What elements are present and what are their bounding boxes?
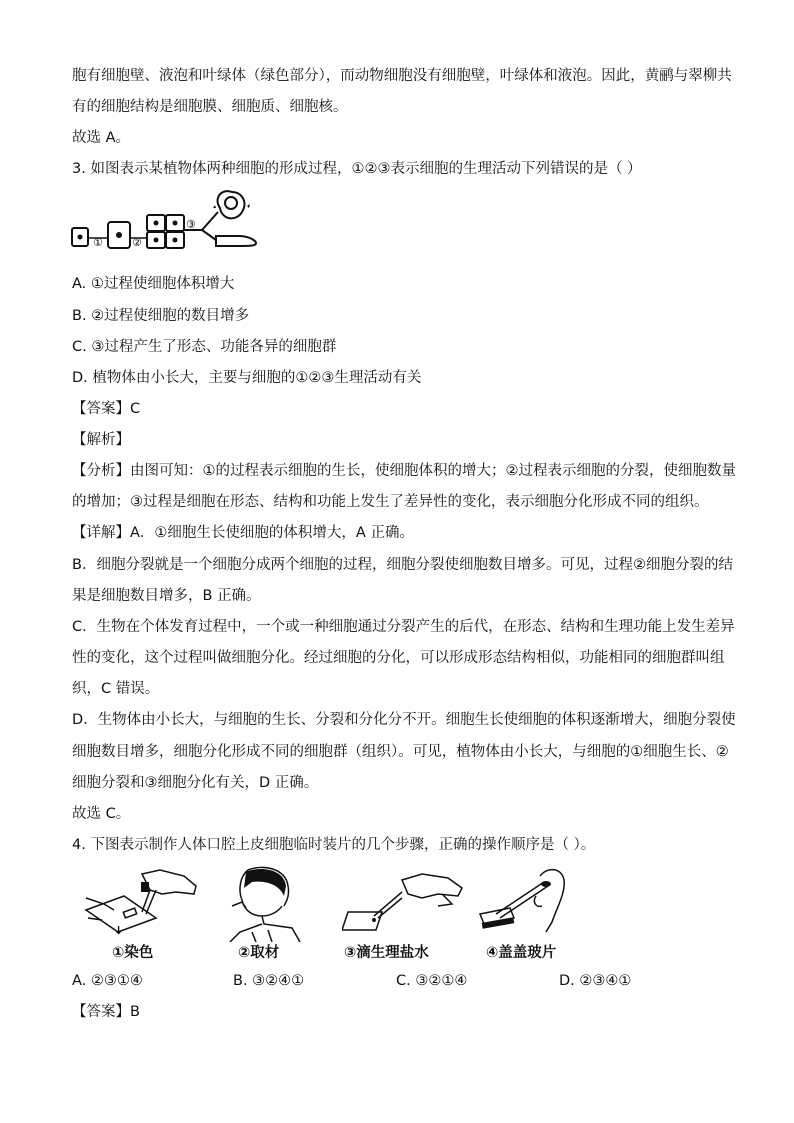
step2-caption: ②取材 bbox=[238, 945, 280, 961]
answer-label: 【答案】C bbox=[72, 401, 141, 417]
option-a: A. ①过程使细胞体积增大 bbox=[72, 276, 235, 292]
step-label: ① bbox=[93, 236, 103, 249]
text-line: 果是细胞数目增多，B 正确。 bbox=[72, 588, 261, 604]
step3-saline-figure bbox=[342, 870, 464, 936]
option-d: D. 植物体由小长大，主要与细胞的①②③生理活动有关 bbox=[72, 370, 422, 386]
option-c: C. ③②①④ bbox=[396, 973, 468, 989]
analysis-label: 【解析】 bbox=[72, 432, 130, 448]
text-line: 胞有细胞壁、液泡和叶绿体（绿色部分），而动物细胞没有细胞壁，叶绿体和液泡。因此，黄鹂与翠柳共 bbox=[72, 68, 732, 84]
answer-label: 【答案】B bbox=[72, 1004, 140, 1020]
cell-formation-figure bbox=[70, 190, 270, 252]
option-a: A. ②③①④ bbox=[72, 973, 143, 989]
text-line: 故选 A。 bbox=[72, 130, 131, 146]
step-label: ② bbox=[132, 236, 142, 249]
option-b: B. ③②④① bbox=[233, 973, 305, 989]
step4-caption: ④盖盖玻片 bbox=[486, 945, 557, 961]
text-line: 的增加；③过程是细胞在形态、结构和功能上发生了差异性的变化，表示细胞分化形成不同的组织。 bbox=[72, 494, 709, 510]
text-line: B．细胞分裂就是一个细胞分成两个细胞的过程，细胞分裂使细胞数目增多。可见，过程②细胞分裂的结 bbox=[72, 557, 733, 573]
step2-sampling-figure bbox=[222, 866, 304, 942]
text-line: 织，C 错误。 bbox=[72, 681, 160, 697]
svg-text:↓: ↓ bbox=[114, 924, 124, 937]
step4-coverslip-figure bbox=[476, 866, 572, 934]
text-line: D．生物体由小长大，与细胞的生长、分裂和分化分不开。细胞生长使细胞的体积逐渐增大，细胞分裂使 bbox=[72, 712, 736, 728]
text-line: C．生物在个体发育过程中，一个或一种细胞通过分裂产生的后代，在形态、结构和生理功能上发生差异 bbox=[72, 619, 735, 635]
text-line: 【详解】A．①细胞生长使细胞的体积增大，A 正确。 bbox=[72, 525, 414, 541]
step-label: ③ bbox=[186, 218, 196, 231]
step1-staining-figure bbox=[84, 868, 202, 938]
step1-caption: ①染色 bbox=[112, 945, 154, 961]
option-c: C. ③过程产生了形态、功能各异的细胞群 bbox=[72, 339, 337, 355]
text-line: 性的变化，这个过程叫做细胞分化。经过细胞的分化，可以形成形态结构相似，功能相同的细胞群叫组 bbox=[72, 650, 725, 666]
text-line: 故选 C。 bbox=[72, 806, 131, 822]
option-d: D. ②③④① bbox=[559, 973, 632, 989]
text-line: 细胞分裂和③细胞分化有关，D 正确。 bbox=[72, 775, 319, 791]
option-b: B. ②过程使细胞的数目增多 bbox=[72, 308, 250, 324]
text-line: 有的细胞结构是细胞膜、细胞质、细胞核。 bbox=[72, 99, 348, 115]
text-line: 细胞数目增多，细胞分化形成不同的细胞群（组织）。可见，植物体由小长大，与细胞的①细胞生长、② bbox=[72, 744, 729, 760]
text-line: 【分析】由图可知：①的过程表示细胞的生长，使细胞体积的增大；②过程表示细胞的分裂，使细胞数量 bbox=[72, 463, 736, 479]
question-4: 4. 下图表示制作人体口腔上皮细胞临时装片的几个步骤，正确的操作顺序是（ ）。 bbox=[72, 837, 596, 853]
question-3: 3. 如图表示某植物体两种细胞的形成过程，①②③表示细胞的生理活动下列错误的是（ ） bbox=[72, 161, 642, 177]
step3-caption: ③滴生理盐水 bbox=[344, 945, 429, 961]
